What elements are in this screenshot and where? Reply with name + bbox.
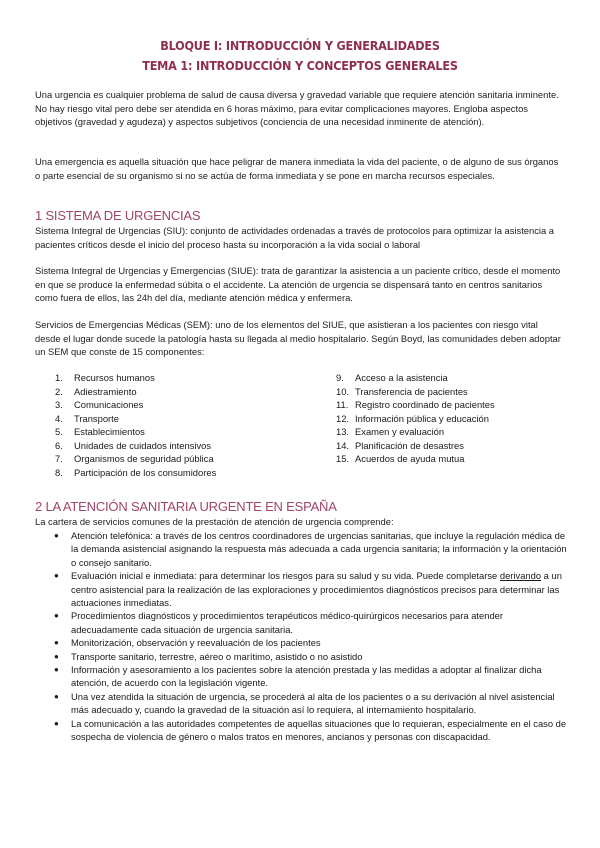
component-number: 4. bbox=[55, 412, 63, 424]
component-item bbox=[55, 398, 216, 412]
component-label: Organismos de seguridad pública bbox=[74, 453, 214, 464]
service-text bbox=[71, 637, 321, 648]
component-number: 13. bbox=[336, 426, 350, 437]
component-number: 6. bbox=[55, 439, 63, 451]
block-title: BLOQUE I: INTRODUCCIÓN Y GENERALIDADES bbox=[160, 38, 440, 53]
services-list bbox=[35, 529, 567, 744]
component-item bbox=[55, 385, 216, 399]
section-1-heading: 1 SISTEMA DE URGENCIAS bbox=[35, 208, 201, 223]
service-item bbox=[35, 690, 567, 717]
siue-paragraph: Sistema Integral de Urgencias y Emergencias (SIUE): trata de garantizar la asistencia a un paciente crítico, desde el momento en que se produce la enfermedad súbita o el accidente. La atención de urgencia se dispensará tanto en centros sanitarios como fuera de ellos, las 24h del día, mediante atención médica y enfermera. bbox=[35, 265, 561, 304]
bullet-icon: ● bbox=[54, 665, 59, 675]
component-label: Acceso a la asistencia bbox=[355, 372, 448, 383]
component-item bbox=[336, 371, 495, 385]
service-text-segment: Evaluación inicial e inmediata: para determinar los riesgos para su salud y su vida. Puede completarse bbox=[71, 570, 500, 582]
component-item bbox=[336, 425, 495, 439]
component-number: 2. bbox=[55, 385, 63, 397]
sem-paragraph: Servicios de Emergencias Médicas (SEM): uno de los elementos del SIUE, que asistieran a los pacientes con riesgo vital desde el lugar donde sucede la patología hasta su llegada al medio hospitalario. Según Boyd, las comunidades deben adoptar un SEM que conste de 15 componentes: bbox=[35, 319, 561, 358]
component-number: 9. bbox=[336, 372, 344, 383]
service-text-segment: Monitorización, observación y reevaluación de los pacientes bbox=[71, 637, 321, 649]
service-text-segment: Una vez atendida la situación de urgencia, se procederá al alta de los pacientes o a su derivación al nivel asistencial más adecuado y, cuando la gravedad de la situación así lo requiera, al internamiento hospitalario. bbox=[71, 690, 555, 716]
component-label: Registro coordinado de pacientes bbox=[355, 399, 495, 410]
component-label: Recursos humanos bbox=[74, 372, 155, 383]
bullet-icon: ● bbox=[54, 651, 59, 661]
service-text-segment: a un centro asistencial para la realización de las exploraciones y procedimientos diagnósticos precisos para determinar las actuaciones inmediatas. bbox=[71, 570, 562, 609]
service-text bbox=[71, 570, 562, 608]
bullet-icon: ● bbox=[54, 611, 59, 621]
component-label: Establecimientos bbox=[74, 426, 145, 437]
component-item bbox=[55, 425, 216, 439]
component-item bbox=[336, 452, 495, 466]
service-item bbox=[35, 569, 567, 609]
component-item bbox=[336, 398, 495, 412]
component-number: 3. bbox=[55, 399, 63, 410]
service-text-segment: Transporte sanitario, terrestre, aéreo o marítimo, asistido o no asistido bbox=[71, 650, 363, 662]
service-item bbox=[35, 529, 567, 569]
service-text bbox=[71, 718, 566, 742]
component-item bbox=[55, 412, 216, 426]
component-number: 10. bbox=[336, 385, 350, 397]
component-item bbox=[55, 452, 216, 466]
component-label: Adiestramiento bbox=[74, 385, 137, 397]
component-number: 12. bbox=[336, 412, 350, 424]
service-item bbox=[35, 609, 567, 636]
service-text bbox=[71, 691, 555, 715]
component-label: Transferencia de pacientes bbox=[355, 385, 468, 397]
urgencia-definition: Una urgencia es cualquier problema de salud de causa diversa y gravedad variable que requiere atención sanitaria inminente. No hay riesgo vital pero debe ser atendida en 6 horas máximo, para evitar complicaciones mayores. Engloba aspectos objetivos (gravedad y agudeza) y aspectos subjetivos (conciencia de una necesidad inminente de atención). bbox=[35, 89, 559, 128]
component-label: Examen y evaluación bbox=[355, 426, 445, 437]
component-item bbox=[336, 439, 495, 453]
section-2-lead: La cartera de servicios comunes de la prestación de atención de urgencia comprende: bbox=[35, 516, 394, 527]
service-text-segment: Atención telefónica: a través de los centros coordinadores de urgencias sanitarias, que incluye la regulación médica de la demanda asistencial asignando la respuesta más adecuada a cada urgencia sanitaria; la información y la orientación o consejo sanitario. bbox=[71, 530, 567, 568]
components-list-right bbox=[336, 371, 495, 466]
component-number: 11. bbox=[336, 399, 349, 410]
component-label: Acuerdos de ayuda mutua bbox=[355, 453, 465, 464]
component-number: 7. bbox=[55, 453, 63, 464]
service-text-segment: Información y asesoramiento a los pacientes sobre la atención prestada y las medidas a adoptar al finalizar dicha atención, de acuerdo con la legislación vigente. bbox=[71, 664, 542, 689]
component-label: Transporte bbox=[74, 412, 119, 424]
component-number: 14. bbox=[336, 439, 350, 451]
component-label: Planificación de desastres bbox=[355, 439, 464, 451]
topic-title: TEMA 1: INTRODUCCIÓN Y CONCEPTOS GENERALES bbox=[142, 58, 458, 73]
service-item bbox=[35, 717, 567, 744]
service-text bbox=[71, 530, 567, 568]
underlined-term: derivando bbox=[499, 570, 542, 582]
bullet-icon: ● bbox=[54, 571, 59, 581]
service-item bbox=[35, 636, 567, 649]
component-item bbox=[336, 385, 495, 399]
bullet-icon: ● bbox=[54, 691, 59, 701]
service-text-segment: Procedimientos diagnósticos y procedimientos terapéuticos médico-quirúrgicos necesarios para atender adecuadamente cada situación de urgencia sanitaria. bbox=[71, 610, 503, 635]
bullet-icon: ● bbox=[54, 531, 59, 540]
siu-paragraph: Sistema Integral de Urgencias (SIU): conjunto de actividades ordenadas a través de protocolos para optimizar la asistencia a pacientes críticos desde el inicio del proceso hasta su incorporación a la vida social o laboral bbox=[35, 225, 555, 250]
component-label: Participación de los consumidores bbox=[74, 466, 217, 478]
components-list-left bbox=[55, 371, 216, 479]
service-text bbox=[71, 664, 542, 688]
component-label: Unidades de cuidados intensivos bbox=[74, 439, 212, 451]
service-text bbox=[71, 610, 503, 634]
component-label: Comunicaciones bbox=[74, 399, 144, 410]
component-number: 8. bbox=[55, 466, 63, 478]
emergencia-definition: Una emergencia es aquella situación que hace peligrar de manera inmediata la vida del paciente, o de alguno de sus órganos o parte esencial de su organismo si no se actúa de forma inmediata y se pone en marcha recursos especiales. bbox=[35, 156, 559, 181]
component-number: 5. bbox=[55, 426, 63, 437]
component-item bbox=[336, 412, 495, 426]
bullet-icon: ● bbox=[54, 638, 59, 648]
component-item bbox=[55, 371, 216, 385]
component-number: 1. bbox=[55, 372, 63, 383]
section-2-heading: 2 LA ATENCIÓN SANITARIA URGENTE EN ESPAÑA bbox=[35, 499, 337, 514]
service-text-segment: La comunicación a las autoridades competentes de aquellas situaciones que lo requieran, especialmente en el caso de sospecha de violencia de género o malos tratos en menores, ancianos y personas con discapacidad. bbox=[71, 717, 567, 743]
service-text bbox=[71, 651, 362, 662]
service-item bbox=[35, 650, 567, 663]
service-item bbox=[35, 663, 567, 690]
component-item bbox=[55, 466, 216, 480]
bullet-icon: ● bbox=[54, 718, 59, 728]
component-label: Información pública y educación bbox=[355, 412, 489, 424]
component-number: 15. bbox=[336, 453, 350, 464]
component-item bbox=[55, 439, 216, 453]
